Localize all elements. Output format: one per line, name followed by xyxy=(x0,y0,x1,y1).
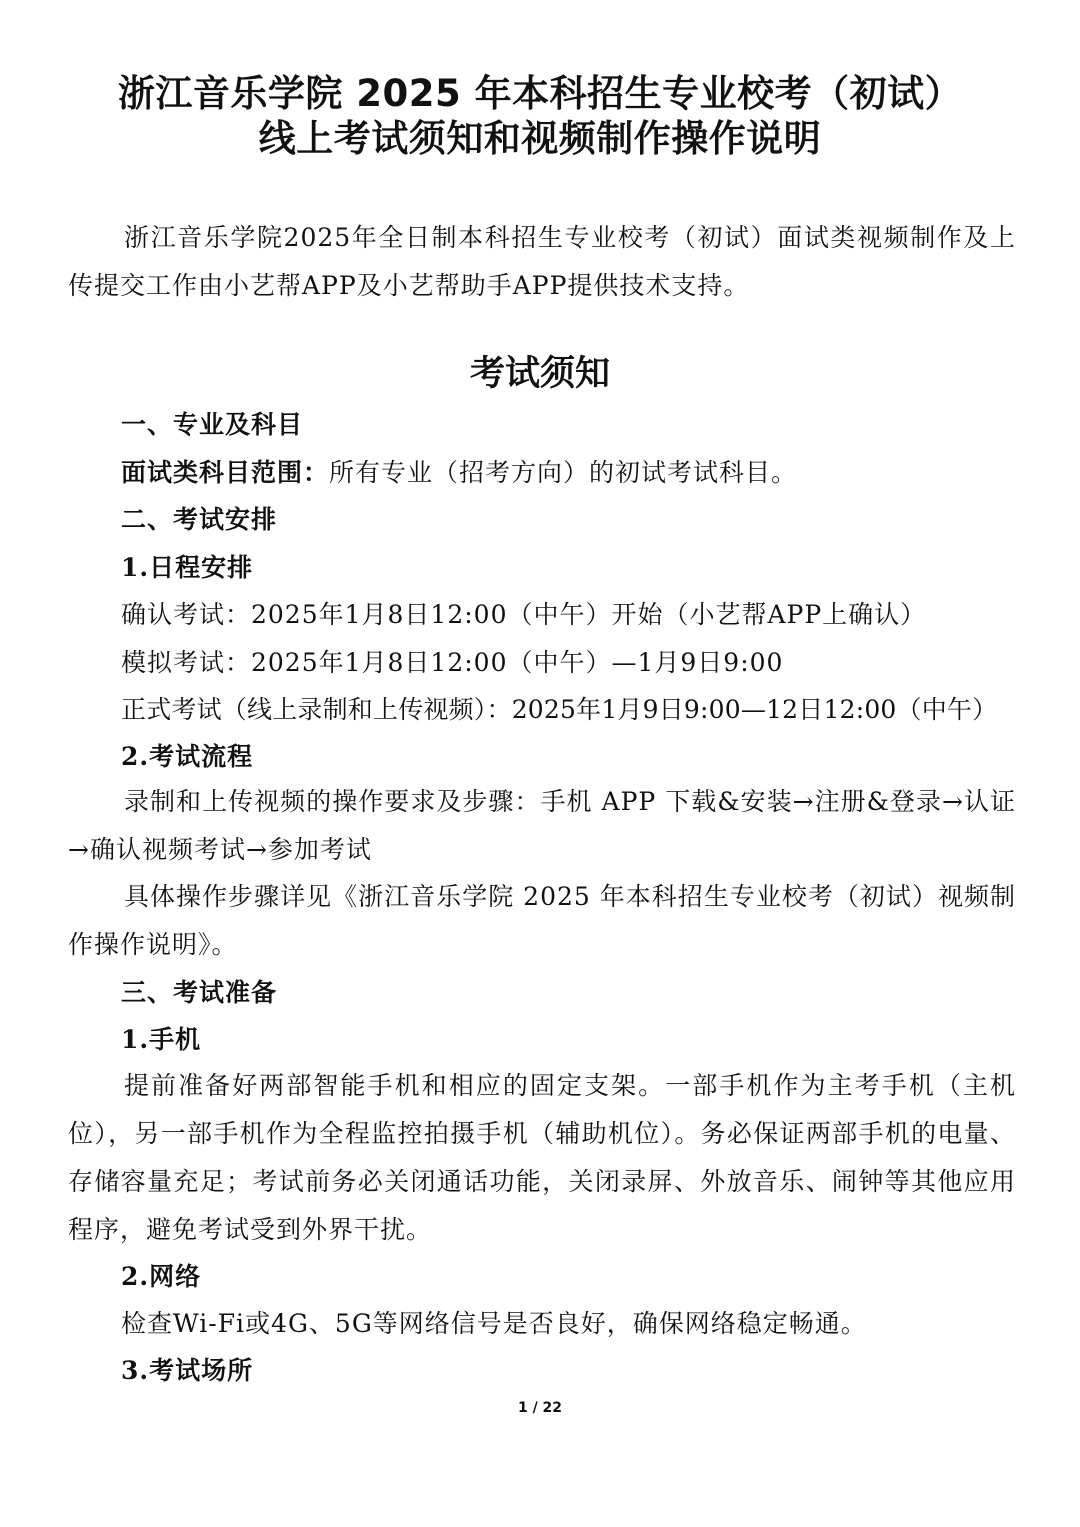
part1-scope xyxy=(121,455,797,491)
part3-sub1: 1.手机 xyxy=(121,1025,202,1054)
part3-sub3: 3.考试场所 xyxy=(121,1356,254,1385)
part3-heading: 三、考试准备 xyxy=(121,978,278,1007)
part2-sub2: 2.考试流程 xyxy=(121,742,254,771)
part2-sub1: 1.日程安排 xyxy=(121,553,254,582)
page-number: 1 / 22 xyxy=(517,1400,563,1416)
schedule-line: 正式考试（线上录制和上传视频）：2025年1月9日9:00—12日12:00（中午） xyxy=(121,695,998,724)
part1-scope-label: 面试类科目范围： xyxy=(121,458,330,487)
network-paragraph: 检查Wi-Fi或4G、5G等网络信号是否良好，确保网络稳定畅通。 xyxy=(121,1309,867,1338)
part3-sub2: 2.网络 xyxy=(121,1262,202,1291)
document-title-line-2: 线上考试须知和视频制作操作说明 xyxy=(258,117,822,160)
section-title: 考试须知 xyxy=(469,354,610,394)
part2-heading: 二、考试安排 xyxy=(121,505,278,534)
detail-paragraph: 具体操作步骤详见《浙江音乐学院 2025 年本科招生专业校考（初试）视频制作操作说明》。 xyxy=(68,882,1016,959)
intro-paragraph: 浙江音乐学院2025年全日制本科招生专业校考（初试）面试类视频制作及上传提交工作由小艺帮APP及小艺帮助手APP提供技术支持。 xyxy=(68,223,1016,300)
schedule-line: 模拟考试：2025年1月8日12:00（中午）—1月9日9:00 xyxy=(121,648,784,677)
schedule-line: 确认考试：2025年1月8日12:00（中午）开始（小艺帮APP上确认） xyxy=(121,600,927,629)
phone-paragraph: 提前准备好两部智能手机和相应的固定支架。一部手机作为主考手机（主机位），另一部手机作为全程监控拍摄手机（辅助机位）。务必保证两部手机的电量、存储容量充足；考试前务必关闭通话功能，关闭录屏、外放音乐、闹钟等其他应用程序，避免考试受到外界干扰。 xyxy=(68,1071,1016,1244)
flow-paragraph: 录制和上传视频的操作要求及步骤：手机 APP 下载&安装→注册&登录→认证→确认视频考试→参加考试 xyxy=(68,787,1016,864)
part1-scope-text: 所有专业（招考方向）的初试考试科目。 xyxy=(329,458,798,487)
document-title-line-1: 浙江音乐学院 2025 年本科招生专业校考（初试） xyxy=(117,72,963,115)
part1-heading: 一、专业及科目 xyxy=(121,410,304,439)
